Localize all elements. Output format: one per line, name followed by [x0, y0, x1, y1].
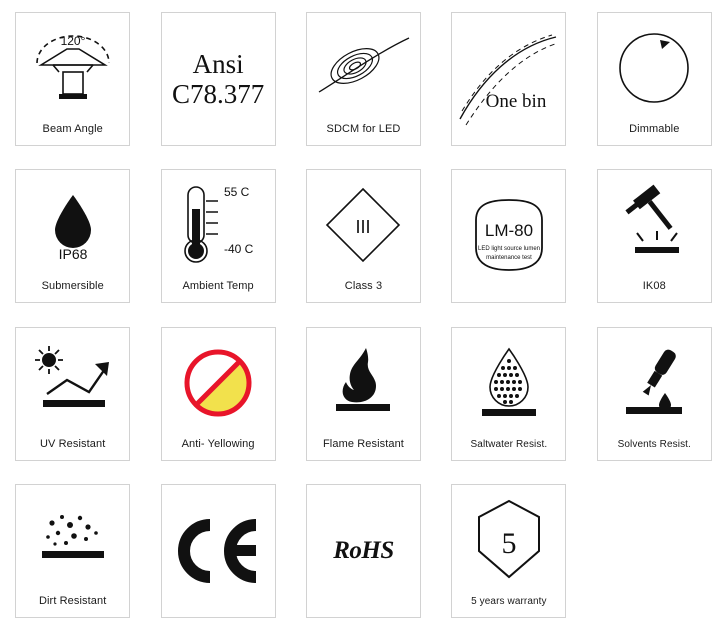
no-yellowing-icon [175, 340, 261, 426]
cell-ansi [145, 0, 290, 158]
caption-uv-resistant: UV Resistant [39, 437, 106, 450]
cell-class-3 [291, 158, 436, 316]
sdcm-art [307, 13, 420, 123]
class-iii-label: III [355, 217, 371, 238]
ik08-art [598, 170, 711, 280]
sun-arrow-icon [27, 344, 119, 422]
cell-lm80 [436, 158, 581, 316]
card-dirt-resistant[interactable] [15, 484, 130, 618]
lm80-sub-line-1: LED light source lumen [477, 246, 540, 253]
cell-dimmable [582, 0, 727, 158]
caption-saltwater: Saltwater Resist. [470, 438, 548, 450]
cell-ce [145, 473, 290, 630]
card-beam-angle[interactable] [15, 12, 130, 146]
caption-ip68: Submersible [41, 280, 104, 293]
ce-art [162, 485, 275, 617]
dirt-resistant-art [16, 485, 129, 595]
card-solvents[interactable] [597, 327, 712, 461]
ambient-temp-art [162, 170, 275, 280]
cell-one-bin [436, 0, 581, 158]
card-ambient-temp[interactable] [161, 169, 276, 303]
card-rohs[interactable] [306, 484, 421, 618]
anti-yellowing-art [162, 328, 275, 438]
dirt-specks-icon [28, 509, 118, 571]
card-dimmable[interactable] [597, 12, 712, 146]
card-one-bin[interactable] [451, 12, 566, 146]
rohs-text-icon: RoHS [333, 537, 394, 565]
thermometer-icon [166, 179, 270, 271]
cell-sdcm [291, 0, 436, 158]
ip68-label: IP68 [58, 246, 88, 263]
caption-dimmable: Dimmable [629, 122, 680, 135]
cell-dirt-resistant [0, 473, 145, 630]
ansi-line-1: Ansi [192, 48, 244, 79]
card-ik08[interactable] [597, 169, 712, 303]
caption-class-3: Class 3 [344, 280, 383, 293]
solvents-art [598, 328, 711, 438]
caption-warranty: 5 years warranty [471, 596, 547, 608]
caption-ambient-temp: Ambient Temp [182, 280, 254, 293]
caption-solvents: Solvents Resist. [617, 438, 691, 450]
beam-angle-value: 120° [60, 33, 86, 48]
rohs-art [307, 485, 420, 617]
ambient-temp-max: 55 C [224, 185, 250, 200]
card-lm80[interactable] [451, 169, 566, 303]
warranty-shield-icon [471, 497, 547, 583]
card-uv-resistant[interactable] [15, 327, 130, 461]
cell-ip68 [0, 158, 145, 316]
cell-solvents [582, 315, 727, 473]
dimmer-knob-icon [612, 26, 696, 110]
uv-resistant-art [16, 328, 129, 438]
saltwater-art [452, 328, 565, 438]
warranty-art [452, 485, 565, 595]
caption-dirt-resistant: Dirt Resistant [38, 595, 107, 608]
hammer-impact-icon [609, 185, 699, 265]
class-3-art [307, 170, 420, 280]
card-ansi[interactable] [161, 12, 276, 146]
water-drop-icon [33, 187, 113, 263]
warranty-years: 5 [501, 527, 517, 561]
card-flame-resistant[interactable] [306, 327, 421, 461]
cell-ambient-temp [145, 158, 290, 316]
caption-ik08: IK08 [642, 280, 666, 293]
class-iii-diamond-icon [321, 183, 405, 267]
cell-rohs [291, 473, 436, 630]
card-sdcm[interactable] [306, 12, 421, 146]
flame-icon [320, 344, 406, 422]
card-anti-yellowing[interactable] [161, 327, 276, 461]
macadam-ellipse-icon [315, 32, 411, 104]
caption-sdcm: SDCM for LED [326, 122, 401, 135]
card-ce[interactable] [161, 484, 276, 618]
cell-saltwater [436, 315, 581, 473]
dropper-icon [608, 343, 700, 423]
flame-resistant-art [307, 328, 420, 438]
dimmable-art [598, 13, 711, 123]
caption-anti-yellowing: Anti- Yellowing [181, 437, 255, 450]
one-bin-label: One bin [485, 90, 547, 112]
cell-warranty [436, 473, 581, 630]
lm80-label: LM-80 [484, 221, 533, 241]
card-saltwater[interactable] [451, 327, 566, 461]
ansi-line-2: C78.377 [171, 78, 265, 109]
caption-beam-angle: Beam Angle [42, 122, 103, 135]
caption-flame-resistant: Flame Resistant [322, 437, 404, 450]
card-class-3[interactable] [306, 169, 421, 303]
cell-ik08 [582, 158, 727, 316]
ce-mark-icon [170, 519, 266, 583]
card-ip68[interactable] [15, 169, 130, 303]
salt-drop-icon [466, 343, 552, 423]
lm80-badge-icon [456, 190, 562, 282]
one-bin-art [452, 13, 565, 145]
cell-uv-resistant [0, 315, 145, 473]
ambient-temp-min: -40 C [224, 242, 254, 257]
ip68-art [16, 170, 129, 280]
cell-flame-resistant [291, 315, 436, 473]
cell-anti-yellowing [145, 315, 290, 473]
cell-empty [582, 473, 727, 630]
one-bin-curve-icon [456, 23, 562, 135]
beam-angle-icon [27, 27, 119, 109]
ansi-c78-377-text [172, 49, 264, 109]
beam-angle-art [16, 13, 129, 123]
lm80-art [452, 170, 565, 302]
ansi-art [162, 13, 275, 145]
card-warranty[interactable] [451, 484, 566, 618]
cell-beam-angle [0, 0, 145, 158]
lm80-sub-line-2: maintenance test [486, 255, 532, 262]
